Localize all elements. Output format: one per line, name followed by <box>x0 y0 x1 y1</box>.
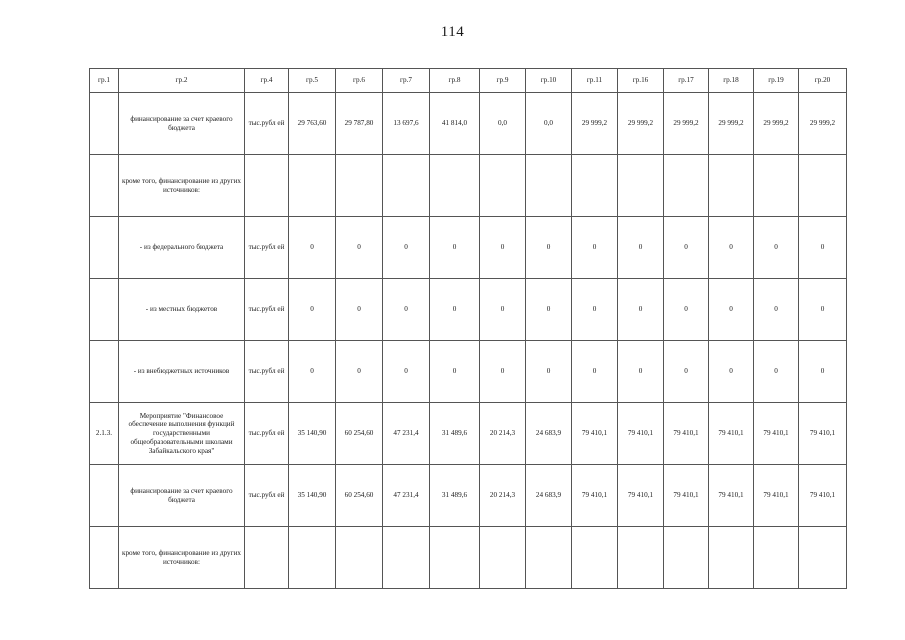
value-cell: 29 999,2 <box>709 93 754 155</box>
table-row <box>90 341 847 403</box>
row-description: Мероприятие "Финансовое обеспечение выполнения функций государственными общеобразовательными школами Забайкальского края" <box>119 403 245 465</box>
column-header: гр.16 <box>618 69 664 93</box>
value-cell: 31 489,6 <box>430 465 480 527</box>
value-cell: 0 <box>480 279 526 341</box>
row-unit <box>245 527 289 589</box>
page-number: 114 <box>440 24 465 40</box>
value-cell: 0 <box>799 279 847 341</box>
value-cell <box>799 155 847 217</box>
value-cell: 60 254,60 <box>336 403 383 465</box>
row-unit: тыс.рубл ей <box>245 403 289 465</box>
value-cell: 0 <box>799 341 847 403</box>
column-header: гр.11 <box>572 69 618 93</box>
value-cell: 0 <box>289 279 336 341</box>
value-cell: 79 410,1 <box>709 403 754 465</box>
value-cell <box>430 527 480 589</box>
value-cell: 0 <box>336 217 383 279</box>
value-cell <box>709 155 754 217</box>
value-cell: 0 <box>754 341 799 403</box>
value-cell <box>336 527 383 589</box>
table-row <box>90 527 847 589</box>
value-cell <box>430 155 480 217</box>
value-cell <box>799 527 847 589</box>
value-cell: 0 <box>618 217 664 279</box>
value-cell: 0 <box>383 217 430 279</box>
value-cell: 79 410,1 <box>618 403 664 465</box>
table-row <box>90 279 847 341</box>
value-cell: 79 410,1 <box>664 403 709 465</box>
value-cell: 79 410,1 <box>799 465 847 527</box>
value-cell <box>618 527 664 589</box>
value-cell <box>336 155 383 217</box>
value-cell <box>709 527 754 589</box>
row-description: - из федерального бюджета <box>119 217 245 279</box>
value-cell <box>664 527 709 589</box>
row-code <box>90 465 119 527</box>
value-cell: 0 <box>383 341 430 403</box>
value-cell: 0 <box>754 217 799 279</box>
value-cell <box>618 155 664 217</box>
value-cell <box>664 155 709 217</box>
value-cell: 0 <box>709 217 754 279</box>
value-cell: 0 <box>336 341 383 403</box>
row-code <box>90 341 119 403</box>
row-unit: тыс.рубл ей <box>245 465 289 527</box>
value-cell <box>383 527 430 589</box>
value-cell: 79 410,1 <box>754 403 799 465</box>
row-code <box>90 155 119 217</box>
column-header: гр.18 <box>709 69 754 93</box>
column-header: гр.1 <box>90 69 119 93</box>
value-cell: 0 <box>618 279 664 341</box>
column-header: гр.5 <box>289 69 336 93</box>
value-cell <box>526 155 572 217</box>
value-cell: 41 814,0 <box>430 93 480 155</box>
row-description: кроме того, финансирование из других источников: <box>119 527 245 589</box>
row-description: - из внебюджетных источников <box>119 341 245 403</box>
value-cell: 0,0 <box>526 93 572 155</box>
value-cell: 0 <box>383 279 430 341</box>
value-cell: 0 <box>799 217 847 279</box>
value-cell <box>289 527 336 589</box>
value-cell <box>383 155 430 217</box>
value-cell: 0 <box>480 341 526 403</box>
value-cell: 0 <box>709 341 754 403</box>
value-cell: 79 410,1 <box>664 465 709 527</box>
table-row <box>90 403 847 465</box>
value-cell: 20 214,3 <box>480 403 526 465</box>
value-cell <box>754 155 799 217</box>
value-cell: 0 <box>709 279 754 341</box>
value-cell <box>572 527 618 589</box>
value-cell: 0 <box>526 217 572 279</box>
row-unit <box>245 155 289 217</box>
row-unit: тыс.рубл ей <box>245 217 289 279</box>
column-header: гр.20 <box>799 69 847 93</box>
column-header: гр.19 <box>754 69 799 93</box>
value-cell: 29 999,2 <box>572 93 618 155</box>
value-cell: 0 <box>664 217 709 279</box>
value-cell: 29 763,60 <box>289 93 336 155</box>
value-cell: 0 <box>430 217 480 279</box>
row-unit: тыс.рубл ей <box>245 279 289 341</box>
table-row <box>90 465 847 527</box>
column-header: гр.9 <box>480 69 526 93</box>
value-cell <box>289 155 336 217</box>
value-cell: 35 140,90 <box>289 465 336 527</box>
value-cell: 35 140,90 <box>289 403 336 465</box>
table-row <box>90 93 847 155</box>
value-cell: 79 410,1 <box>572 403 618 465</box>
value-cell: 0,0 <box>480 93 526 155</box>
value-cell: 0 <box>336 279 383 341</box>
column-header: гр.4 <box>245 69 289 93</box>
value-cell: 47 231,4 <box>383 403 430 465</box>
budget-table <box>89 68 847 589</box>
value-cell: 79 410,1 <box>754 465 799 527</box>
value-cell: 79 410,1 <box>799 403 847 465</box>
row-unit: тыс.рубл ей <box>245 93 289 155</box>
value-cell <box>480 527 526 589</box>
value-cell: 79 410,1 <box>618 465 664 527</box>
value-cell: 29 787,80 <box>336 93 383 155</box>
row-code <box>90 93 119 155</box>
value-cell: 29 999,2 <box>618 93 664 155</box>
column-header: гр.10 <box>526 69 572 93</box>
value-cell: 31 489,6 <box>430 403 480 465</box>
value-cell: 0 <box>572 279 618 341</box>
value-cell: 24 683,9 <box>526 465 572 527</box>
row-description: финансирование за счет краевого бюджета <box>119 465 245 527</box>
row-description: финансирование за счет краевого бюджета <box>119 93 245 155</box>
value-cell: 47 231,4 <box>383 465 430 527</box>
value-cell: 29 999,2 <box>664 93 709 155</box>
row-code <box>90 217 119 279</box>
value-cell <box>572 155 618 217</box>
value-cell: 29 999,2 <box>799 93 847 155</box>
row-description: - из местных бюджетов <box>119 279 245 341</box>
column-header: гр.8 <box>430 69 480 93</box>
value-cell: 0 <box>289 341 336 403</box>
value-cell <box>754 527 799 589</box>
row-code <box>90 279 119 341</box>
header-row <box>90 69 847 93</box>
value-cell: 60 254,60 <box>336 465 383 527</box>
value-cell: 13 697,6 <box>383 93 430 155</box>
value-cell: 79 410,1 <box>572 465 618 527</box>
value-cell: 79 410,1 <box>709 465 754 527</box>
column-header: гр.6 <box>336 69 383 93</box>
value-cell: 0 <box>526 279 572 341</box>
row-code <box>90 527 119 589</box>
value-cell: 24 683,9 <box>526 403 572 465</box>
column-header: гр.2 <box>119 69 245 93</box>
value-cell: 0 <box>618 341 664 403</box>
value-cell: 0 <box>664 341 709 403</box>
column-header: гр.7 <box>383 69 430 93</box>
value-cell <box>526 527 572 589</box>
value-cell: 0 <box>526 341 572 403</box>
row-unit: тыс.рубл ей <box>245 341 289 403</box>
value-cell: 0 <box>664 279 709 341</box>
value-cell: 0 <box>430 341 480 403</box>
value-cell: 0 <box>572 341 618 403</box>
row-code: 2.1.3. <box>90 403 119 465</box>
column-header: гр.17 <box>664 69 709 93</box>
value-cell: 0 <box>754 279 799 341</box>
value-cell: 0 <box>480 217 526 279</box>
table-row <box>90 217 847 279</box>
table-row <box>90 155 847 217</box>
value-cell: 20 214,3 <box>480 465 526 527</box>
value-cell <box>480 155 526 217</box>
value-cell: 0 <box>289 217 336 279</box>
row-description: кроме того, финансирование из других источников: <box>119 155 245 217</box>
value-cell: 0 <box>430 279 480 341</box>
value-cell: 29 999,2 <box>754 93 799 155</box>
value-cell: 0 <box>572 217 618 279</box>
